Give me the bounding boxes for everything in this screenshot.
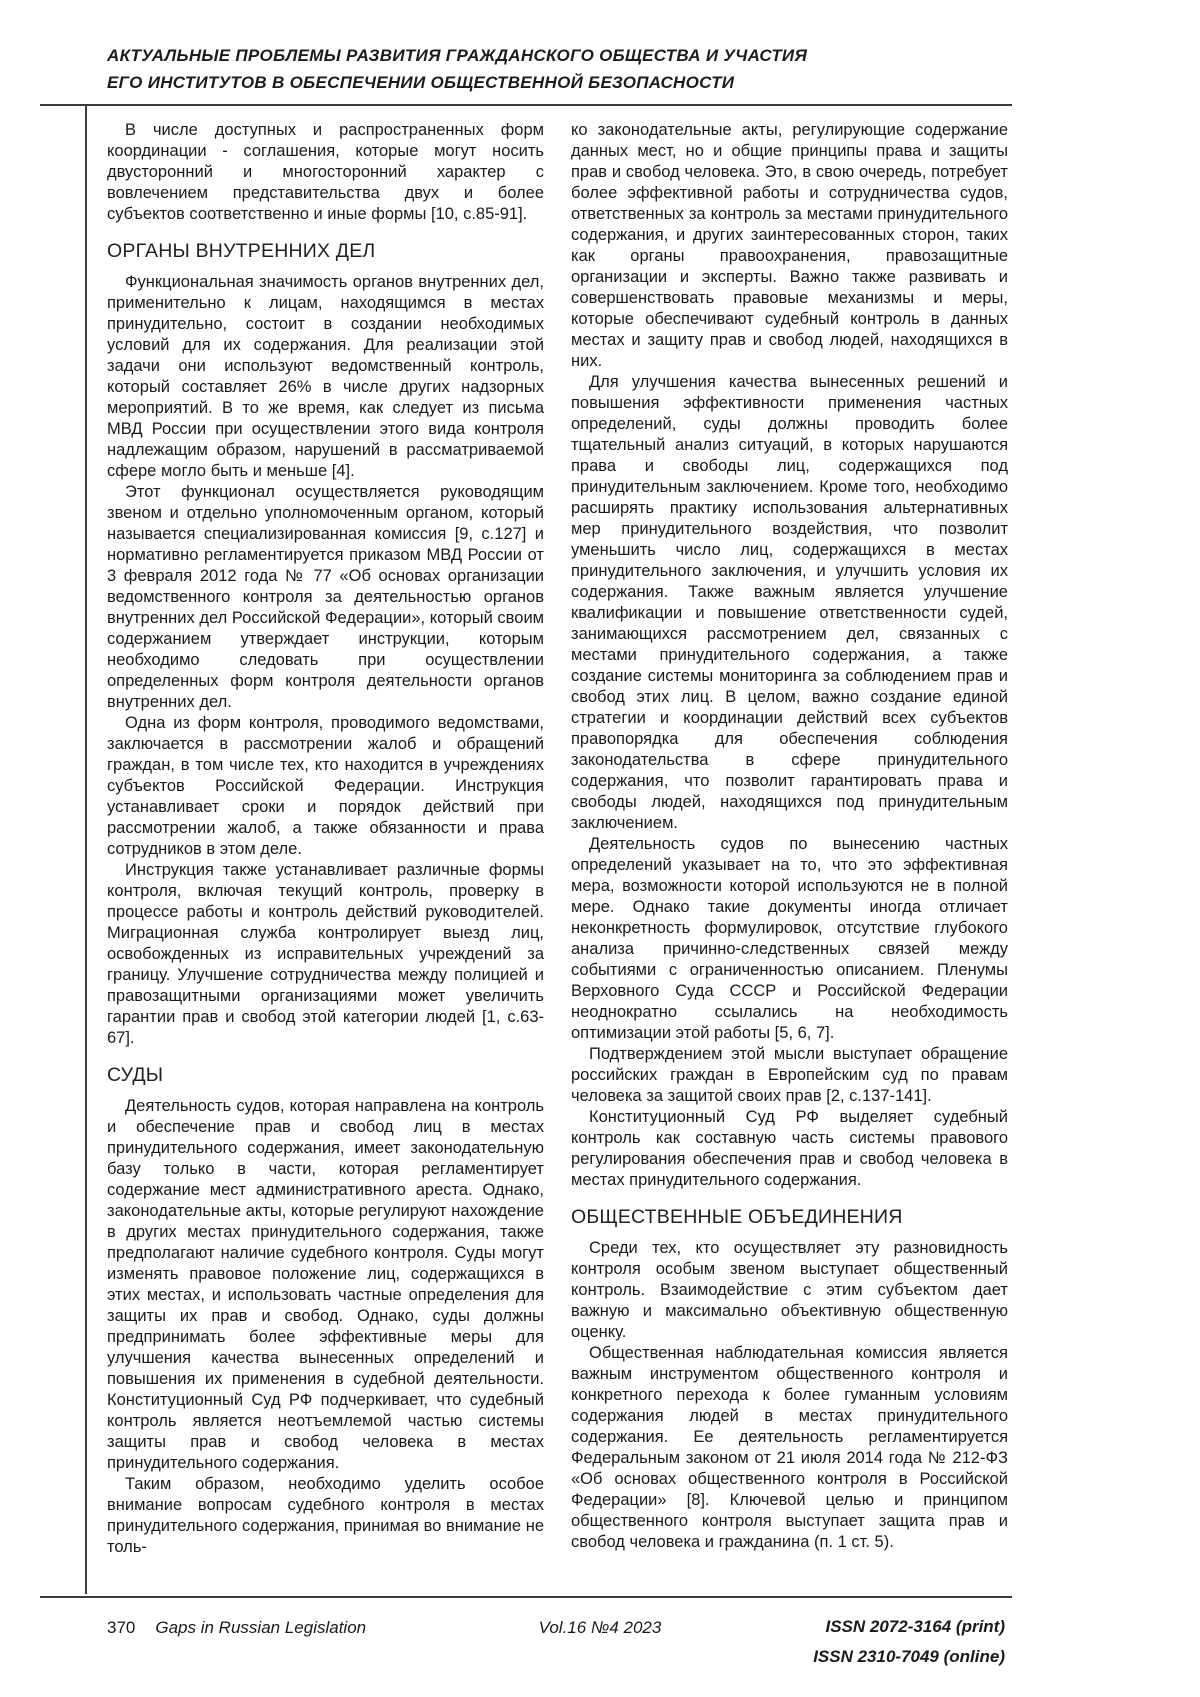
paragraph: Одна из форм контроля, проводимого ведомствами, заключается в рассмотрении жалоб и обращений граждан, в том числе тех, кто находится в учреждениях субъектов Российской Федерации. Инструкция устанавливает сроки и порядок действий при рассмотрении жалоб, а также обязанности и права сотрудников в этом деле. [107, 714, 544, 858]
paragraph: Подтверждением этой мысли выступает обращение российских граждан в Европейским суд по правам человека за защитой своих прав [2, с.137-141]. [571, 1045, 1008, 1105]
paragraph: Среди тех, кто осуществляет эту разновидность контроля особым звеном выступает общественный контроль. Взаимодействие с этим субъектом дает важную и максимально объективную общественную оценку. [571, 1239, 1008, 1341]
footer-issn-block [813, 1612, 1005, 1672]
paragraph: Инструкция также устанавливает различные формы контроля, включая текущий контроль, проверку в процессе работы и контроль действий руководителей. Миграционная служба контролирует выезд лиц, освобожденных из исправительных учреждений за границу. Улучшение сотрудничества между полицией и правозащитными организациями может увеличить гарантии прав и свобод этой категории людей [1, с.63-67]. [107, 861, 544, 1047]
right-column [571, 120, 1008, 1558]
section-heading-internal-affairs: ОРГАНЫ ВНУТРЕННИХ ДЕЛ [107, 240, 376, 262]
left-column [107, 120, 544, 1558]
paragraph-continuation: ко законодательные акты, регулирующие содержание данных мест, но и общие принципы права и защиты прав и свобод человека. Это, в свою очередь, потребует более эффективной работы и сотрудничества судов, ответственных за контроль за местами принудительного содержания, и других заинтересованных сторон, таких как органы правоохранения, правозащитные организации и эксперты. Важно также развивать и совершенствовать правовые механизмы и меры, которые обеспечивают судебный контроль в данных местах и защиту прав и свобод людей, находящихся в них. [571, 121, 1008, 370]
paragraph: В числе доступных и распространенных форм координации - соглашения, которые могут носить двусторонний и многосторонний характер с вовлечением представительства двух и более субъектов соответственно и иные формы [10, с.85-91]. [107, 121, 544, 223]
section-heading-public-associations: ОБЩЕСТВЕННЫЕ ОБЪЕДИНЕНИЯ [571, 1206, 903, 1228]
running-head [107, 42, 1007, 96]
paragraph: Этот функционал осуществляется руководящим звеном и отдельно уполномоченным органом, который называется специализированная комиссия [9, с.127] и нормативно регламентируется приказом МВД России от 3 февраля 2012 года № 77 «Об основах организации ведомственного контроля за деятельностью органов внутренних дел Российской Федерации», который своим содержанием утверждает инструкции, которым необходимо следовать при осуществлении определенных форм контроля деятельности органов внутренних дел. [107, 483, 544, 711]
issn-online: ISSN 2310-7049 (online) [813, 1647, 1005, 1666]
left-margin-rule [85, 106, 87, 1594]
journal-title: Gaps in Russian Legislation [155, 1618, 367, 1637]
section-heading-courts: СУДЫ [107, 1064, 164, 1086]
footer-rule [40, 1596, 1012, 1598]
running-head-line1: АКТУАЛЬНЫЕ ПРОБЛЕМЫ РАЗВИТИЯ ГРАЖДАНСКОГО ОБЩЕСТВА И УЧАСТИЯ [107, 46, 808, 65]
paragraph: Конституционный Суд РФ выделяет судебный контроль как составную часть системы правового регулирования обеспечения прав и свобод человека в местах принудительного содержания. [571, 1108, 1008, 1189]
header-rule [40, 104, 1012, 106]
paragraph: Общественная наблюдательная комиссия является важным инструментом общественного контроля и конкретного перехода к более гуманным условиям содержания людей в местах принудительного содержания. Ее деятельность регламентируется Федеральным законом от 21 июля 2014 года № 212-ФЗ «Об основах общественного контроля в Российской Федерации» [8]. Ключевой целью и принципом общественного контроля выступает защита прав и свобод человека и гражданина (п. 1 ст. 5). [571, 1344, 1008, 1551]
page-number: 370 [107, 1618, 136, 1637]
paragraph: Для улучшения качества вынесенных решений и повышения эффективности применения частных определений, суды должны проводить более тщательный анализ ситуаций, в которых нарушаются права и свободы лиц, содержащихся под принудительным заключением. Кроме того, необходимо расширять практику использования альтернативных мер принудительного воздействия, что позволит уменьшить число лиц, содержащихся в местах принудительного заключения, и улучшить условия их содержания. Также важным является улучшение квалификации и повышение ответственности судей, занимающихся рассмотрением дел, связанных с местами принудительного содержания, а также создание системы мониторинга за соблюдением прав и свобод этих лиц. В целом, важно создание единой стратегии и координации действий всех субъектов правопорядка для обеспечения соблюдения законодательства в сфере принудительного содержания, что позволит гарантировать права и свободы людей, находящихся под принудительным заключением. [571, 373, 1008, 832]
paragraph: Деятельность судов, которая направлена на контроль и обеспечение прав и свобод лиц в местах принудительного содержания, имеет законодательную базу только в части, которая регламентирует содержание мест административного ареста. Однако, законодательные акты, которые регулируют нахождение в других местах принудительного содержания, также предполагают наличие судебного контроля. Суды могут изменять правовое положение лиц, содержащихся в этих местах, и использовать частные определения для защиты их прав и свобод. Однако, суды должны предпринимать более эффективные меры для улучшения качества вынесенных определений и повышения их применения в судебной деятельности. Конституционный Суд РФ подчеркивает, что судебный контроль является неотъемлемой частью системы защиты прав и свобод человека в местах принудительного содержания. [107, 1097, 544, 1472]
paragraph: Таким образом, необходимо уделить особое внимание вопросам судебного контроля в местах принудительного содержания, принимая во внимание не толь- [107, 1475, 544, 1556]
running-head-line2: ЕГО ИНСТИТУТОВ В ОБЕСПЕЧЕНИИ ОБЩЕСТВЕННОЙ БЕЗОПАСНОСТИ [107, 73, 735, 92]
paragraph: Функциональная значимость органов внутренних дел, применительно к лицам, находящимся в местах принудительно, состоит в создании необходимых условий для их содержания. Для реализации этой задачи они используют ведомственный контроль, который составляет 26% в числе других надзорных мероприятий. В то же время, как следует из письма МВД России при осуществлении этого вида контроля надлежащим образом, нарушений в рассматриваемой сфере могло быть и меньше [4]. [107, 273, 544, 480]
issue-info: Vol.16 №4 2023 [538, 1618, 662, 1637]
two-column-body [107, 120, 1008, 1558]
paragraph: Деятельность судов по вынесению частных определений указывает на то, что это эффективная мера, возможности которой используются не в полной мере. Однако такие документы иногда отличает неконкретность формулировок, отсутствие глубокого анализа причинно-следственных связей между событиями с ограниченностью описанием. Пленумы Верховного Суда СССР и Российской Федерации неоднократно ссылались на необходимость оптимизации этой работы [5, 6, 7]. [571, 835, 1008, 1042]
issn-print: ISSN 2072-3164 (print) [825, 1617, 1005, 1636]
